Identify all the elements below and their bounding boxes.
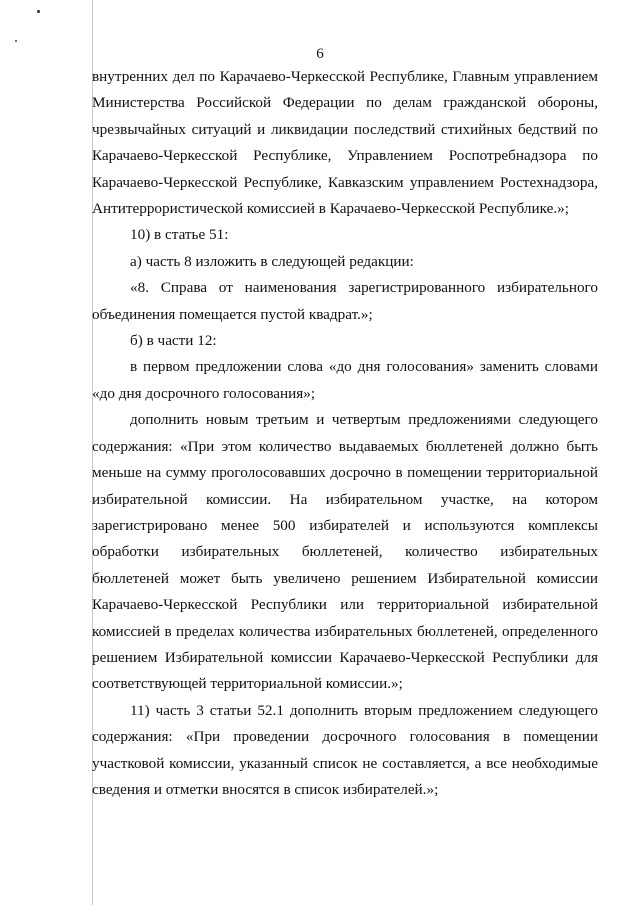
paragraph-subitem-b: б) в части 12: <box>130 332 217 350</box>
page-number: 6 <box>316 46 324 62</box>
document-body <box>92 64 598 803</box>
scan-speck <box>15 40 17 42</box>
paragraph-continuation: внутренних дел по Карачаево-Черкесской Республике, Главным управлением Министерства Российской Федерации по делам гражданской обороны, чрезвычайных ситуаций и ликвидации последствий стихийных бедствий по Карачаево-Черкесской Республике, Управлением Роспотребнадзора по Карачаево-Черкесской Республике, Кавказским управлением Ростехнадзора, Антитеррористической комиссией в Карачаево-Черкесской Республике.»; <box>92 68 598 218</box>
paragraph-first-sentence-change: в первом предложении слова «до дня голосования» заменить словами «до дня досрочного голосования»; <box>92 358 598 402</box>
paragraph-item-10: 10) в статье 51: <box>130 226 229 244</box>
paragraph-quote-part-8: «8. Справа от наименования зарегистрированного избирательного объединения помещается пустой квадрат.»; <box>92 279 598 323</box>
paragraph-subitem-a: а) часть 8 изложить в следующей редакции: <box>130 252 414 270</box>
paragraph-new-sentences: дополнить новым третьим и четвертым предложениями следующего содержания: «При этом количество выдаваемых бюллетеней должно быть меньше на сумму проголосовавших досрочно в помещении территориальной избирательной комиссии. На избирательном участке, на котором зарегистрировано менее 500 избирателей и используются комплексы обработки избирательных бюллетеней, количество избирательных бюллетеней может быть увеличено решением Избирательной комиссии Карачаево-Черкесской Республики или территориальной избирательной комиссией в пределах количества избирательных бюллетеней, определенного решением Избирательной комиссии Карачаево-Черкесской Республики для соответствующей территориальной комиссии.»; <box>92 411 598 693</box>
paragraph-item-11: 11) часть 3 статьи 52.1 дополнить вторым предложением следующего содержания: «При проведении досрочного голосования в помещении участковой комиссии, указанный список не составляется, а все необходимые сведения и отметки вносятся в список избирателей.»; <box>92 701 598 798</box>
scan-speck <box>37 10 40 13</box>
